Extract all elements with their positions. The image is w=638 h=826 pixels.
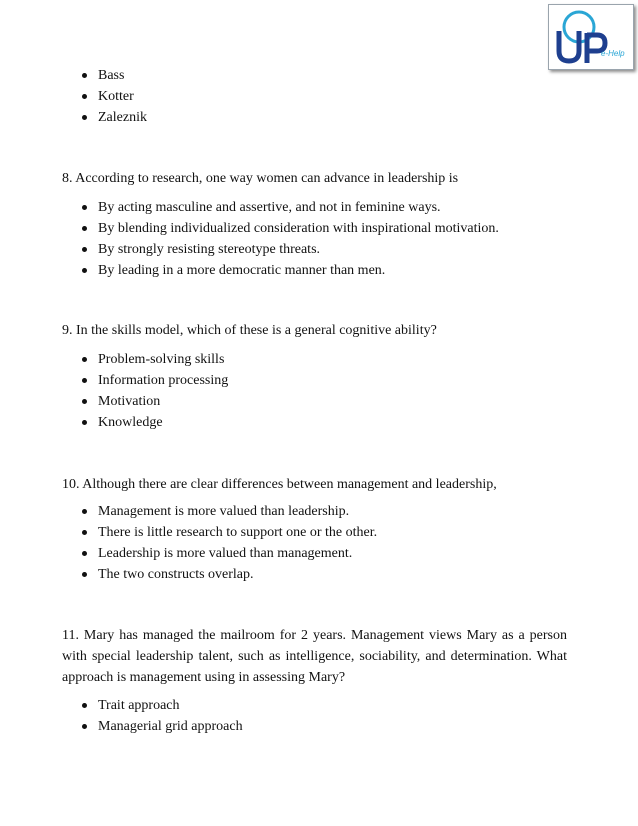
bullet-icon bbox=[82, 115, 87, 120]
bullet-icon bbox=[82, 247, 87, 252]
question-8-options bbox=[82, 197, 499, 281]
list-item: Management is more valued than leadership. bbox=[82, 501, 377, 522]
list-item: Problem-solving skills bbox=[82, 349, 228, 370]
list-item: Leadership is more valued than management. bbox=[82, 543, 377, 564]
bullet-icon bbox=[82, 530, 87, 535]
list-item: Knowledge bbox=[82, 412, 228, 433]
question-8: 8. According to research, one way women can advance in leadership is bbox=[62, 171, 459, 186]
list-item: By acting masculine and assertive, and not in feminine ways. bbox=[82, 197, 499, 218]
question-9: 9. In the skills model, which of these is a general cognitive ability? bbox=[62, 323, 437, 338]
bullet-icon bbox=[82, 73, 87, 78]
bullet-icon bbox=[82, 268, 87, 273]
bullet-icon bbox=[82, 420, 87, 425]
list-item: Bass bbox=[82, 65, 147, 86]
list-item: Information processing bbox=[82, 370, 228, 391]
bullet-icon bbox=[82, 226, 87, 231]
bullet-icon bbox=[82, 378, 87, 383]
question-9-options bbox=[82, 349, 228, 433]
list-item: By blending individualized consideration with inspirational motivation. bbox=[82, 218, 499, 239]
list-item: By strongly resisting stereotype threats. bbox=[82, 239, 499, 260]
list-item: Zaleznik bbox=[82, 107, 147, 128]
bullet-icon bbox=[82, 703, 87, 708]
bullet-icon bbox=[82, 724, 87, 729]
bullet-icon bbox=[82, 551, 87, 556]
bullet-icon bbox=[82, 357, 87, 362]
list-item: By leading in a more democratic manner than men. bbox=[82, 260, 499, 281]
brand-logo bbox=[548, 4, 634, 70]
list-item: Managerial grid approach bbox=[82, 716, 243, 737]
list-item: Kotter bbox=[82, 86, 147, 107]
logo-mark-icon bbox=[549, 5, 633, 69]
question-11-options bbox=[82, 695, 243, 737]
list-item: Trait approach bbox=[82, 695, 243, 716]
question-10: 10. Although there are clear differences between management and leadership, bbox=[62, 477, 497, 492]
list-item: The two constructs overlap. bbox=[82, 564, 377, 585]
logo-subtitle: e-Help bbox=[601, 49, 625, 58]
previous-question-options bbox=[82, 65, 147, 128]
list-item: There is little research to support one or the other. bbox=[82, 522, 377, 543]
bullet-icon bbox=[82, 572, 87, 577]
bullet-icon bbox=[82, 509, 87, 514]
question-11: 11. Mary has managed the mailroom for 2 years. Management views Mary as a person with special leadership talent, such as intelligence, sociability, and determination. What approach is management using in assessing Mary? bbox=[62, 628, 567, 685]
list-item: Motivation bbox=[82, 391, 228, 412]
bullet-icon bbox=[82, 94, 87, 99]
bullet-icon bbox=[82, 205, 87, 210]
question-10-options bbox=[82, 501, 377, 585]
bullet-icon bbox=[82, 399, 87, 404]
